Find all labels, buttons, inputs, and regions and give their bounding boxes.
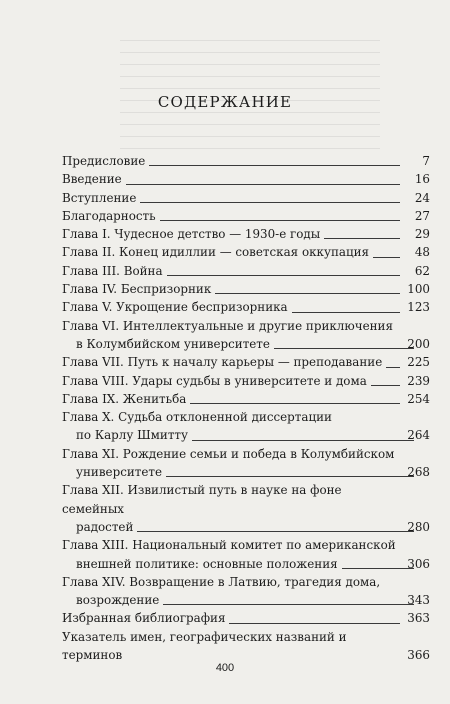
toc-entry-title: Глава VIII. Удары судьбы в университете и дома <box>62 373 367 388</box>
toc-entry-title: Глава II. Конец идиллии — советская оккупация <box>62 245 370 260</box>
toc-entry <box>62 298 430 316</box>
leader-line <box>167 274 400 276</box>
leader-line <box>229 622 400 624</box>
toc-entry-title: Глава I. Чудесное детство — 1930-е годы <box>62 227 321 242</box>
toc-entry-title: Вступление <box>62 190 137 205</box>
toc-entry <box>62 189 430 207</box>
toc-entry-title: Глава XII. Извилистый путь в науке на фоне семейных <box>62 483 342 516</box>
leader-line <box>163 603 414 605</box>
toc-entry-page: 16 <box>414 172 430 187</box>
toc-entry <box>62 225 430 243</box>
toc-entry <box>62 609 430 627</box>
toc-entry-title: Благодарность <box>62 208 156 223</box>
toc-entry-page: 366 <box>407 648 430 663</box>
toc-entry-page: 225 <box>407 355 430 370</box>
table-of-contents <box>62 152 430 664</box>
toc-entry <box>62 408 430 445</box>
toc-entry <box>62 445 430 482</box>
toc-entry-title: Глава IV. Беспризорник <box>62 282 212 297</box>
toc-entry <box>62 628 430 665</box>
toc-entry-page: 7 <box>422 154 430 168</box>
toc-entry-page: 239 <box>407 373 430 388</box>
toc-entry-title: Глава XI. Рождение семьи и победа в Колумбийском <box>62 446 395 461</box>
toc-entry-title: Глава X. Судьба отклоненной диссертации <box>62 410 332 425</box>
toc-entry <box>62 243 430 261</box>
toc-entry-title: Глава XIII. Национальный комитет по американской <box>62 538 396 553</box>
toc-entry-title: Глава VII. Путь к началу карьеры — преподавание <box>62 355 383 370</box>
leader-line <box>373 256 400 258</box>
toc-entry-page: 254 <box>407 391 430 406</box>
toc-entry <box>62 262 430 280</box>
toc-entry-page: 264 <box>407 428 430 443</box>
toc-entry-page: 27 <box>414 208 430 223</box>
leader-line <box>126 183 400 185</box>
leader-line <box>292 311 400 313</box>
leader-line <box>190 402 400 404</box>
leader-line <box>215 292 400 294</box>
toc-entry-title: Введение <box>62 172 122 187</box>
toc-entry-title: в Колумбийском университете <box>76 336 270 351</box>
toc-entry <box>62 372 430 390</box>
toc-entry-page: 200 <box>407 336 430 351</box>
toc-entry-title: возрождение <box>76 593 160 608</box>
toc-entry <box>62 390 430 408</box>
leader-line <box>192 439 414 441</box>
toc-entry-page: 24 <box>414 190 430 205</box>
toc-entry-title: радостей <box>76 519 134 534</box>
leader-line <box>160 219 400 221</box>
toc-entry-title: Глава XIV. Возвращение в Латвию, трагедия дома, <box>62 574 381 589</box>
leader-line <box>324 237 400 239</box>
toc-entry-title: Глава VI. Интеллектуальные и другие приключения <box>62 318 393 333</box>
toc-entry <box>62 317 430 354</box>
toc-entry-title: Глава IX. Женитьба <box>62 391 187 406</box>
leader-line <box>140 201 400 203</box>
leader-line <box>386 366 400 368</box>
toc-entry <box>62 170 430 188</box>
toc-entry-page: 343 <box>407 593 430 608</box>
toc-entry <box>62 573 430 610</box>
toc-entry <box>62 481 430 536</box>
toc-entry-page: 280 <box>407 519 430 534</box>
leader-line <box>137 530 414 532</box>
toc-entry-title: Предисловие <box>62 154 146 168</box>
toc-entry-page: 100 <box>407 282 430 297</box>
page-title: СОДЕРЖАНИЕ <box>157 93 293 111</box>
toc-entry-title: Глава V. Укрощение беспризорника <box>62 300 288 315</box>
page-number: 400 <box>215 662 235 674</box>
leader-line <box>371 384 400 386</box>
toc-entry-page: 306 <box>407 556 430 571</box>
toc-entry <box>62 536 430 573</box>
toc-entry-title: Избранная библиография <box>62 611 226 626</box>
leader-line <box>166 475 414 477</box>
toc-entry-page: 363 <box>407 611 430 626</box>
toc-entry <box>62 152 430 170</box>
toc-entry-title: по Карлу Шмитту <box>76 428 188 443</box>
toc-entry-page: 48 <box>414 245 430 260</box>
toc-entry <box>62 280 430 298</box>
toc-entry-title: университете <box>76 465 163 480</box>
toc-entry <box>62 353 430 371</box>
leader-line <box>274 347 414 349</box>
toc-entry-title: внешней политике: основные положения <box>76 556 338 571</box>
toc-entry-page: 268 <box>407 465 430 480</box>
toc-entry-title: Глава III. Война <box>62 263 163 278</box>
toc-entry-page: 29 <box>414 227 430 242</box>
toc-entry <box>62 207 430 225</box>
toc-entry-title: Указатель имен, географических названий и терминов <box>62 629 347 663</box>
toc-entry-page: 123 <box>407 300 430 315</box>
leader-line <box>149 164 400 166</box>
toc-entry-page: 62 <box>414 263 430 278</box>
